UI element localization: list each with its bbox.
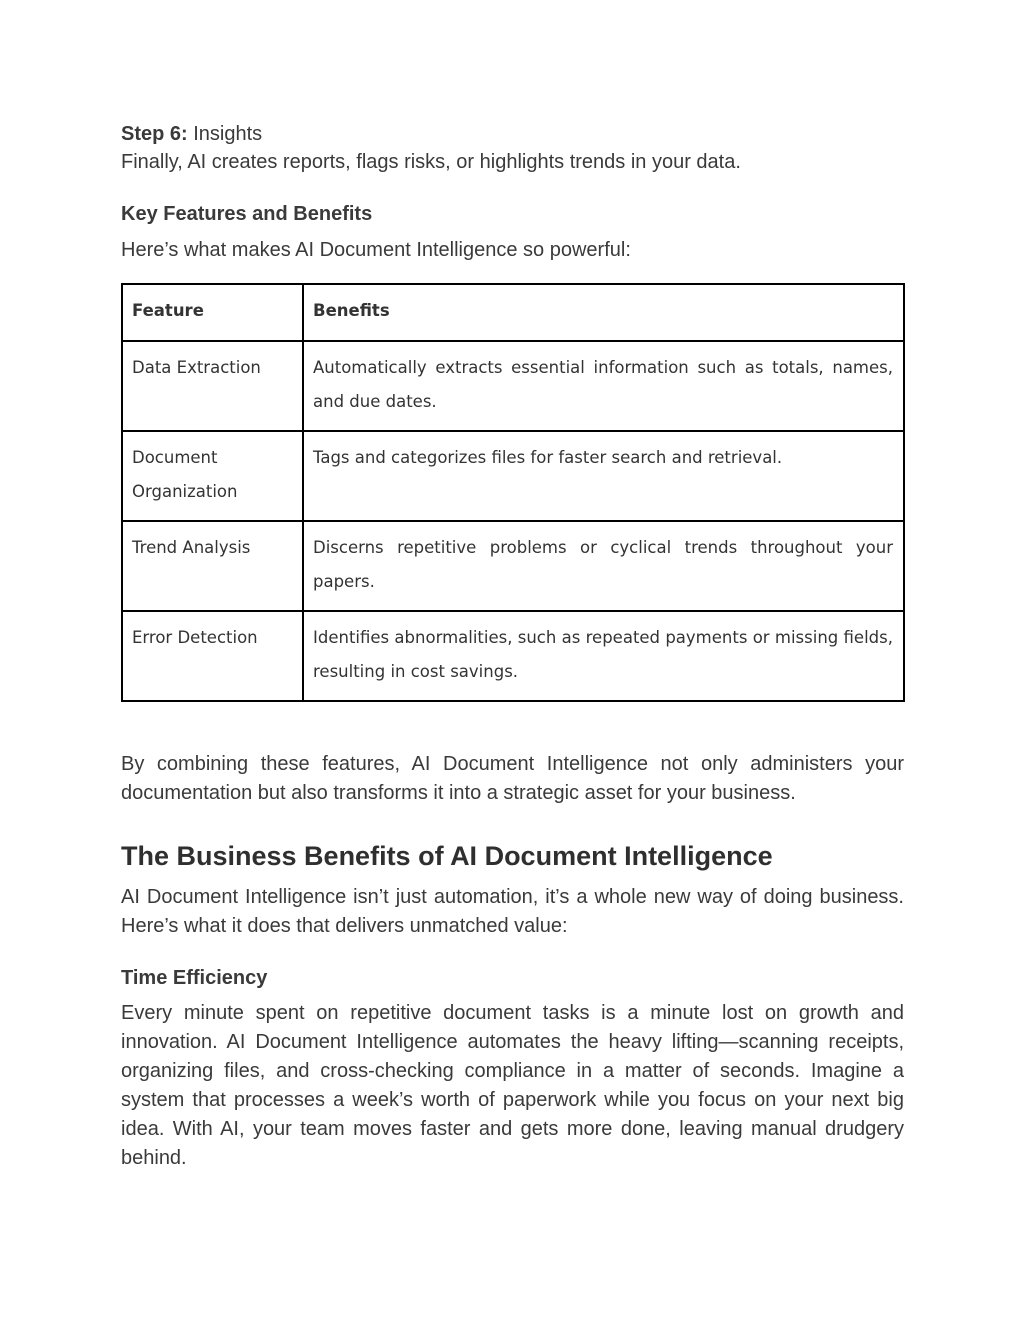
feature-cell: Error Detection: [122, 611, 303, 701]
business-benefits-heading: The Business Benefits of AI Document Intelligence: [121, 841, 773, 871]
table-header-row: [122, 284, 904, 341]
benefit-cell: Tags and categorizes files for faster search and retrieval.: [303, 431, 904, 521]
step-title-line: [121, 120, 262, 148]
feature-cell: Document Organization: [122, 431, 303, 521]
key-features-heading: Key Features and Benefits: [121, 203, 373, 225]
table-row: [122, 431, 904, 521]
table-row: [122, 611, 904, 701]
time-efficiency-heading: Time Efficiency: [121, 967, 268, 989]
feature-cell: Data Extraction: [122, 341, 303, 431]
feature-cell: Trend Analysis: [122, 521, 303, 611]
time-efficiency-body: Every minute spent on repetitive document tasks is a minute lost on growth and innovation. AI Document Intelligence automates the heavy lifting—scanning receipts, organizing files, and cross-checking compliance in a matter of seconds. Imagine a system that processes a week’s worth of paperwork while you focus on your next big idea. With AI, your team moves faster and gets more done, leaving manual drudgery behind.: [121, 1002, 904, 1169]
table-header-feature: Feature: [122, 284, 303, 341]
features-table: [121, 283, 905, 702]
benefit-cell: Automatically extracts essential information such as totals, names, and due dates.: [303, 341, 904, 431]
step-label: Step 6:: [121, 123, 188, 145]
benefit-cell: Identifies abnormalities, such as repeated payments or missing fields, resulting in cost savings.: [303, 611, 904, 701]
business-benefits-intro: AI Document Intelligence isn’t just automation, it’s a whole new way of doing business. Here’s what it does that delivers unmatched value:: [121, 886, 904, 937]
table-header-benefits: Benefits: [303, 284, 904, 341]
table-row: [122, 521, 904, 611]
benefit-cell: Discerns repetitive problems or cyclical trends throughout your papers.: [303, 521, 904, 611]
summary-paragraph: By combining these features, AI Document Intelligence not only administers your documentation but also transforms it into a strategic asset for your business.: [121, 753, 904, 804]
key-features-intro: Here’s what makes AI Document Intelligence so powerful:: [121, 239, 631, 261]
table-row: [122, 341, 904, 431]
step-description: Finally, AI creates reports, flags risks, or highlights trends in your data.: [121, 151, 741, 173]
step-title: Insights: [193, 123, 263, 145]
